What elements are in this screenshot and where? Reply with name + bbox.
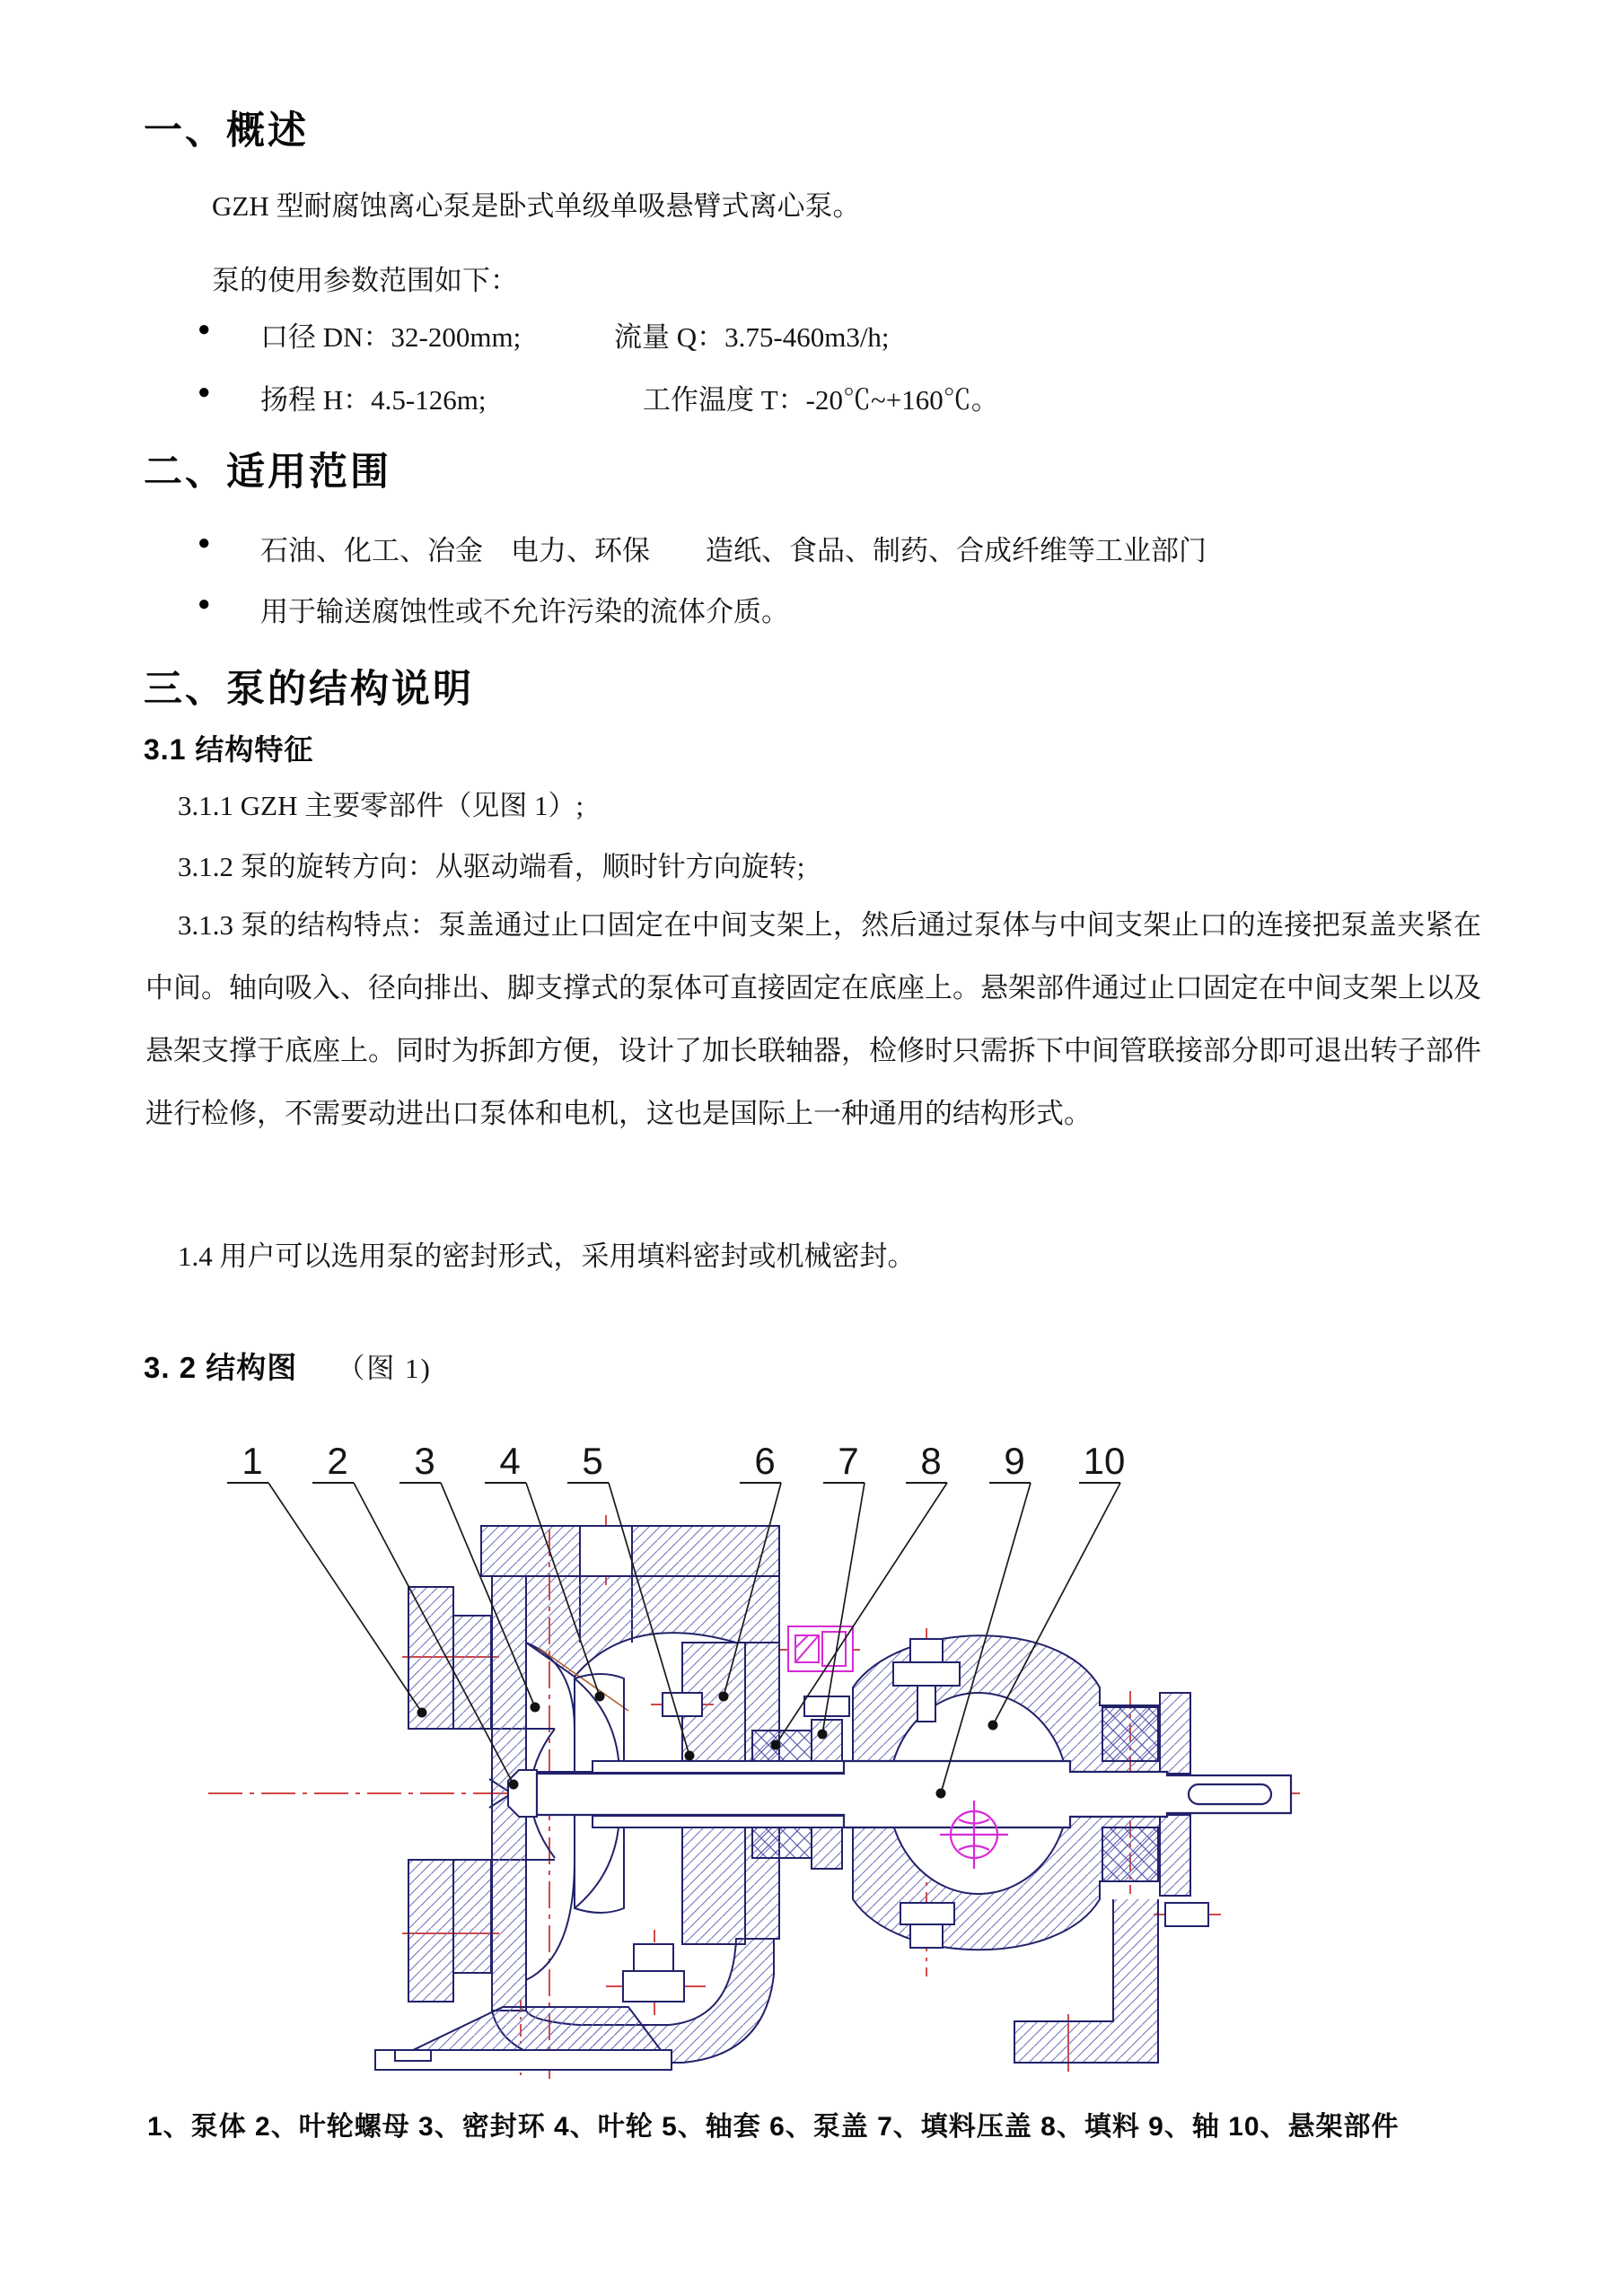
figure-callout-10: 10 <box>1083 1440 1126 1482</box>
figure-callout-2: 2 <box>327 1440 348 1482</box>
figure-callout-5: 5 <box>582 1440 603 1482</box>
shaft-sleeve <box>593 1816 844 1827</box>
suspension-bracket <box>853 1635 1208 2063</box>
housing-bolt <box>910 1639 943 1662</box>
figure-callout-8: 8 <box>920 1440 942 1482</box>
param-bullet-dn: 口径 DN：32-200mm; <box>260 321 522 353</box>
figure-heading-note: （图 1) <box>337 1353 432 1384</box>
section-overview-heading: 一、概述 <box>144 110 309 153</box>
bullet-icon: ● <box>198 592 211 616</box>
grease-fitting <box>788 1626 853 1671</box>
shaft-sleeve <box>593 1761 844 1773</box>
figure-caption: 1、泵体 2、叶轮螺母 3、密封环 4、叶轮 5、轴套 6、泵盖 7、填料压盖 8、填料 9、轴 10、悬架部件 <box>147 2112 1400 2142</box>
bullet-icon: ● <box>198 381 211 404</box>
packing-rings <box>752 1826 812 1858</box>
impeller-nut <box>508 1770 537 1817</box>
figure-callout-3: 3 <box>414 1440 435 1482</box>
param-bullet-temp: 工作温度 T：-20℃~+160℃。 <box>643 384 999 416</box>
cover-bolt <box>1165 1903 1208 1926</box>
front-foot <box>375 2007 672 2070</box>
bearing-cover <box>1160 1815 1190 1896</box>
structure-sub-heading: 3.1 结构特征 <box>144 733 314 766</box>
housing-bolt <box>910 1924 943 1948</box>
section-structure-heading: 三、泵的结构说明 <box>144 668 474 711</box>
bearing-cover <box>1160 1693 1190 1774</box>
figure-callout-6: 6 <box>754 1440 776 1482</box>
param-bullet-flow: 流量 Q：3.75-460m3/h; <box>614 321 890 353</box>
scope-bullet-media: 用于输送腐蚀性或不允许污染的流体介质。 <box>260 596 789 627</box>
structure-item-313-paragraph: 3.1.3 泵的结构特点：泵盖通过止口固定在中间支架上，然后通过泵体与中间支架止口的连接把泵盖夹紧在中间。轴向吸入、径向排出、脚支撑式的泵体可直接固定在底座上。悬架部件通过止口固定在中间支架上以及悬架支撑于底座上。同时为拆卸方便，设计了加长联轴器，检修时只需拆下中间管联接部分即可退出转子部件进行检修，不需要动进出口泵体和电机，这也是国际上一种通用的结构形式。 <box>145 909 1481 1129</box>
overview-params-lead: 泵的使用参数范围如下： <box>212 265 518 296</box>
figure-callout-1: 1 <box>241 1440 263 1482</box>
packing-gland <box>812 1822 842 1869</box>
structure-item-14: 1.4 用户可以选用泵的密封形式，采用填料密封或机械密封。 <box>178 1240 916 1272</box>
figure-callout-7: 7 <box>838 1440 859 1482</box>
section-scope-heading: 二、适用范围 <box>144 451 391 494</box>
packing-gland <box>812 1720 842 1766</box>
figure-callout-9: 9 <box>1004 1440 1025 1482</box>
structure-item-311: 3.1.1 GZH 主要零部件（见图 1）; <box>178 790 584 821</box>
param-bullet-head: 扬程 H：4.5-126m; <box>260 384 487 416</box>
bearing <box>1102 1707 1158 1761</box>
bullet-icon: ● <box>198 318 211 341</box>
structure-item-312: 3.1.2 泵的旋转方向：从驱动端看，顺时针方向旋转; <box>178 851 805 882</box>
scope-bullet-industries: 石油、化工、冶金 电力、环保 造纸、食品、制药、合成纤维等工业部门 <box>260 535 1207 566</box>
bullet-icon: ● <box>198 531 211 555</box>
overview-intro-text: GZH 型耐腐蚀离心泵是卧式单级单吸悬臂式离心泵。 <box>212 190 861 222</box>
figure-heading-bold: 3. 2 结构图 <box>144 1351 298 1384</box>
figure-callout-4: 4 <box>499 1440 521 1482</box>
bearing <box>1102 1827 1158 1881</box>
